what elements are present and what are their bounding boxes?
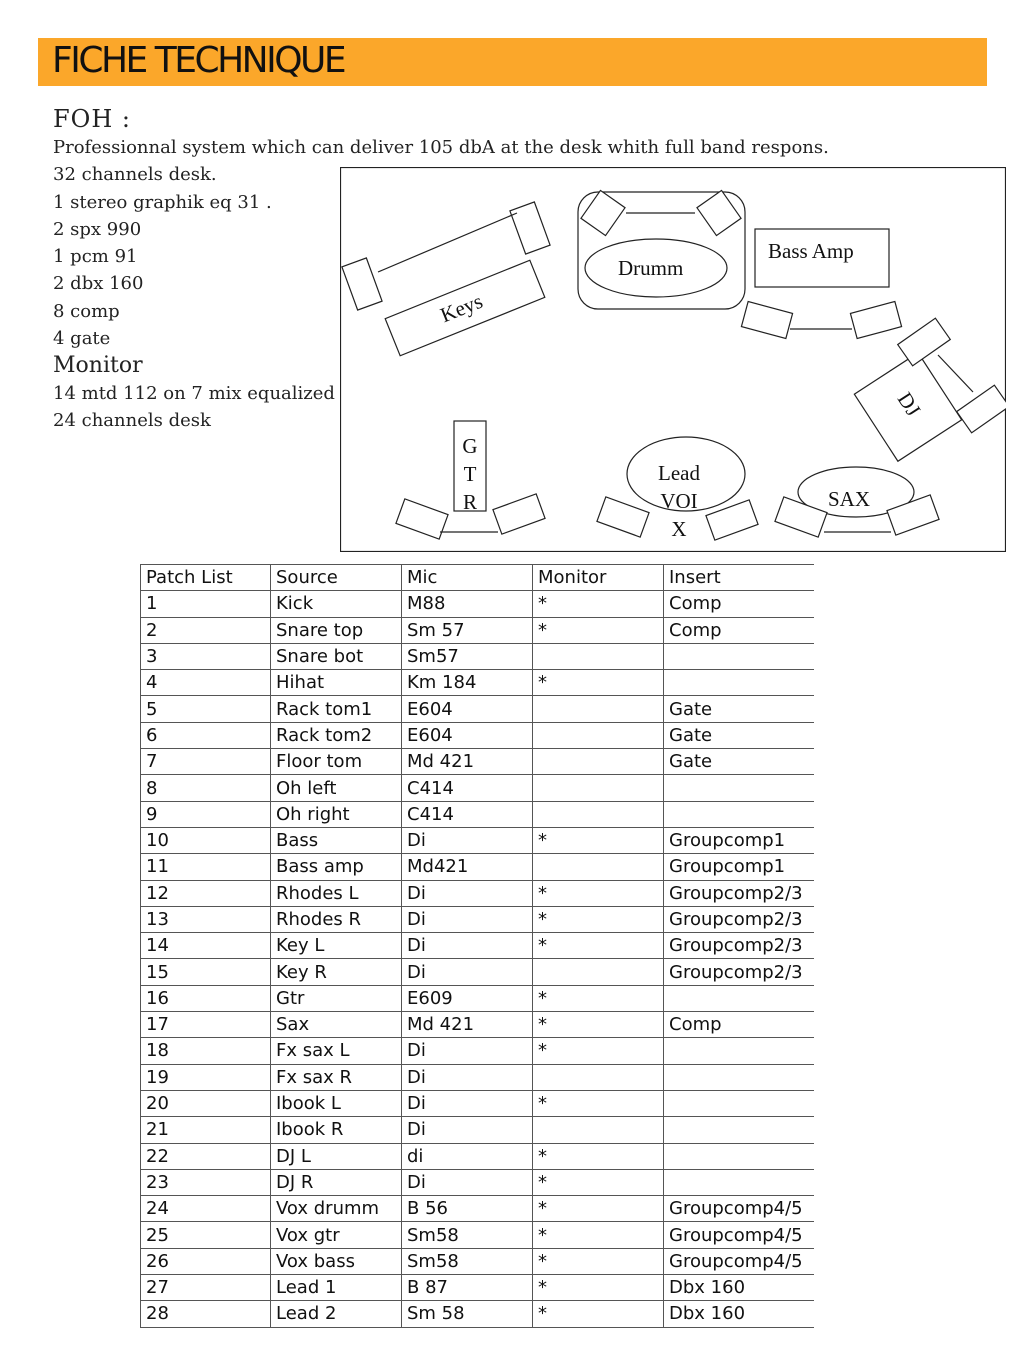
spec-line: 1 stereo graphik eq 31 . xyxy=(53,191,272,213)
cell-patch-number: 18 xyxy=(141,1038,271,1064)
cell-insert: Dbx 160 xyxy=(664,1301,814,1327)
cell-patch-number: 11 xyxy=(141,854,271,880)
table-row xyxy=(141,1012,814,1038)
cell-patch-number: 23 xyxy=(141,1169,271,1195)
keys-label: Keys xyxy=(436,288,486,328)
drums-label: Drumm xyxy=(618,256,684,280)
cell-monitor: * xyxy=(533,1196,664,1222)
cell-source: Rack tom1 xyxy=(271,696,402,722)
cell-insert: Dbx 160 xyxy=(664,1275,814,1301)
cell-source: Hihat xyxy=(271,670,402,696)
cell-source: Rhodes R xyxy=(271,906,402,932)
cell-mic: Sm57 xyxy=(402,643,533,669)
cell-monitor: * xyxy=(533,1169,664,1195)
cell-mic: Di xyxy=(402,906,533,932)
cell-monitor xyxy=(533,801,664,827)
spec-line: 2 spx 990 xyxy=(53,218,142,240)
cell-patch-number: 28 xyxy=(141,1301,271,1327)
cell-source: Fx sax L xyxy=(271,1038,402,1064)
patch-list-table xyxy=(140,564,814,1328)
cell-source: Sax xyxy=(271,1012,402,1038)
cell-insert xyxy=(664,670,814,696)
cell-source: Gtr xyxy=(271,985,402,1011)
cell-insert xyxy=(664,1038,814,1064)
table-row xyxy=(141,1117,814,1143)
table-row xyxy=(141,1169,814,1195)
cell-monitor: * xyxy=(533,617,664,643)
cell-monitor: * xyxy=(533,670,664,696)
cell-mic: M88 xyxy=(402,591,533,617)
cell-insert xyxy=(664,775,814,801)
cell-insert: Groupcomp2/3 xyxy=(664,933,814,959)
cell-patch-number: 19 xyxy=(141,1064,271,1090)
cell-insert: Gate xyxy=(664,696,814,722)
cell-patch-number: 3 xyxy=(141,643,271,669)
cell-source: DJ L xyxy=(271,1143,402,1169)
table-row xyxy=(141,670,814,696)
header-monitor: Monitor xyxy=(533,565,664,591)
cell-monitor xyxy=(533,749,664,775)
cell-mic: Sm58 xyxy=(402,1248,533,1274)
cell-source: Vox drumm xyxy=(271,1196,402,1222)
cell-insert xyxy=(664,1169,814,1195)
table-row xyxy=(141,827,814,853)
cell-patch-number: 8 xyxy=(141,775,271,801)
cell-insert: Groupcomp4/5 xyxy=(664,1196,814,1222)
cell-monitor xyxy=(533,643,664,669)
table-header-row xyxy=(141,565,814,591)
cell-source: Snare bot xyxy=(271,643,402,669)
spec-line: 1 pcm 91 xyxy=(53,246,138,268)
cell-patch-number: 22 xyxy=(141,1143,271,1169)
cell-source: Rhodes L xyxy=(271,880,402,906)
cell-source: Lead 1 xyxy=(271,1275,402,1301)
spec-line: 4 gate xyxy=(53,328,111,350)
cell-mic: Di xyxy=(402,933,533,959)
cell-mic: Md 421 xyxy=(402,749,533,775)
table-row xyxy=(141,933,814,959)
table-row xyxy=(141,1090,814,1116)
cell-monitor: * xyxy=(533,985,664,1011)
cell-source: Bass xyxy=(271,827,402,853)
title-banner xyxy=(38,38,987,86)
cell-insert: Gate xyxy=(664,749,814,775)
cell-mic: B 56 xyxy=(402,1196,533,1222)
cell-patch-number: 15 xyxy=(141,959,271,985)
cell-patch-number: 20 xyxy=(141,1090,271,1116)
gtr-label: G T R xyxy=(462,434,478,514)
cell-patch-number: 14 xyxy=(141,933,271,959)
table-row xyxy=(141,1248,814,1274)
cell-patch-number: 21 xyxy=(141,1117,271,1143)
cell-mic: C414 xyxy=(402,801,533,827)
cell-insert xyxy=(664,1064,814,1090)
cell-patch-number: 13 xyxy=(141,906,271,932)
cell-mic: E604 xyxy=(402,722,533,748)
cell-patch-number: 16 xyxy=(141,985,271,1011)
cell-mic: Di xyxy=(402,1064,533,1090)
cell-monitor: * xyxy=(533,1275,664,1301)
cell-patch-number: 24 xyxy=(141,1196,271,1222)
cell-monitor: * xyxy=(533,933,664,959)
cell-insert: Comp xyxy=(664,1012,814,1038)
cell-monitor: * xyxy=(533,1012,664,1038)
cell-source: Fx sax R xyxy=(271,1064,402,1090)
cell-mic: E609 xyxy=(402,985,533,1011)
cell-mic: Di xyxy=(402,1038,533,1064)
cell-mic: C414 xyxy=(402,775,533,801)
header-insert: Insert xyxy=(664,565,814,591)
header-source: Source xyxy=(271,565,402,591)
cell-insert xyxy=(664,985,814,1011)
header-mic: Mic xyxy=(402,565,533,591)
spec-line: 2 dbx 160 xyxy=(53,273,144,295)
foh-heading: FOH : xyxy=(53,105,131,133)
cell-monitor: * xyxy=(533,906,664,932)
cell-patch-number: 5 xyxy=(141,696,271,722)
cell-source: Ibook L xyxy=(271,1090,402,1116)
cell-insert: Groupcomp4/5 xyxy=(664,1248,814,1274)
cell-monitor: * xyxy=(533,591,664,617)
cell-source: Oh right xyxy=(271,801,402,827)
spec-line: 24 channels desk xyxy=(53,409,211,431)
cell-source: Rack tom2 xyxy=(271,722,402,748)
table-row xyxy=(141,1143,814,1169)
cell-mic: Di xyxy=(402,1117,533,1143)
cell-source: Floor tom xyxy=(271,749,402,775)
table-row xyxy=(141,985,814,1011)
cell-monitor xyxy=(533,696,664,722)
dj-label: DJ xyxy=(892,387,926,421)
table-row xyxy=(141,749,814,775)
table-row xyxy=(141,801,814,827)
cell-mic: Di xyxy=(402,880,533,906)
cell-patch-number: 10 xyxy=(141,827,271,853)
cell-patch-number: 1 xyxy=(141,591,271,617)
table-row xyxy=(141,722,814,748)
table-row xyxy=(141,1275,814,1301)
table-row xyxy=(141,696,814,722)
table-row xyxy=(141,1222,814,1248)
cell-source: Bass amp xyxy=(271,854,402,880)
cell-source: DJ R xyxy=(271,1169,402,1195)
cell-monitor: * xyxy=(533,880,664,906)
spec-line: 8 comp xyxy=(53,300,120,322)
cell-patch-number: 6 xyxy=(141,722,271,748)
table-row xyxy=(141,617,814,643)
cell-mic: B 87 xyxy=(402,1275,533,1301)
cell-insert: Comp xyxy=(664,617,814,643)
cell-monitor xyxy=(533,1064,664,1090)
cell-patch-number: 2 xyxy=(141,617,271,643)
cell-insert: Groupcomp2/3 xyxy=(664,959,814,985)
cell-patch-number: 26 xyxy=(141,1248,271,1274)
cell-insert: Gate xyxy=(664,722,814,748)
cell-patch-number: 17 xyxy=(141,1012,271,1038)
cell-monitor: * xyxy=(533,827,664,853)
spec-line: 14 mtd 112 on 7 mix equalized xyxy=(53,382,335,404)
table-row xyxy=(141,880,814,906)
cell-insert: Groupcomp1 xyxy=(664,827,814,853)
table-row xyxy=(141,1064,814,1090)
cell-monitor: * xyxy=(533,1222,664,1248)
table-row xyxy=(141,1301,814,1327)
cell-insert: Groupcomp4/5 xyxy=(664,1222,814,1248)
monitor-heading: Monitor xyxy=(53,353,143,379)
cell-monitor xyxy=(533,722,664,748)
bass-amp-label: Bass Amp xyxy=(768,239,854,263)
cell-insert xyxy=(664,643,814,669)
cell-source: Lead 2 xyxy=(271,1301,402,1327)
cell-patch-number: 4 xyxy=(141,670,271,696)
table-row xyxy=(141,1038,814,1064)
table-row xyxy=(141,775,814,801)
page-title: FICHE TECHNIQUE xyxy=(52,40,345,81)
cell-patch-number: 7 xyxy=(141,749,271,775)
cell-source: Key R xyxy=(271,959,402,985)
cell-mic: E604 xyxy=(402,696,533,722)
cell-source: Snare top xyxy=(271,617,402,643)
cell-insert: Groupcomp2/3 xyxy=(664,880,814,906)
cell-monitor xyxy=(533,775,664,801)
cell-monitor: * xyxy=(533,1090,664,1116)
spec-line: Professionnal system which can deliver 105 dbA at the desk whith full band respons. xyxy=(53,137,829,158)
cell-mic: Di xyxy=(402,827,533,853)
cell-insert xyxy=(664,801,814,827)
cell-mic: di xyxy=(402,1143,533,1169)
cell-patch-number: 12 xyxy=(141,880,271,906)
table-row xyxy=(141,643,814,669)
cell-source: Vox bass xyxy=(271,1248,402,1274)
sax-label: SAX xyxy=(828,487,871,511)
cell-mic: Md 421 xyxy=(402,1012,533,1038)
cell-source: Oh left xyxy=(271,775,402,801)
cell-monitor xyxy=(533,959,664,985)
cell-insert xyxy=(664,1117,814,1143)
cell-insert: Comp xyxy=(664,591,814,617)
cell-mic: Sm 58 xyxy=(402,1301,533,1327)
cell-monitor: * xyxy=(533,1301,664,1327)
table-row xyxy=(141,854,814,880)
cell-source: Ibook R xyxy=(271,1117,402,1143)
cell-patch-number: 27 xyxy=(141,1275,271,1301)
cell-insert: Groupcomp2/3 xyxy=(664,906,814,932)
cell-monitor: * xyxy=(533,1248,664,1274)
cell-monitor xyxy=(533,854,664,880)
spec-line: 32 channels desk. xyxy=(53,164,217,186)
cell-patch-number: 25 xyxy=(141,1222,271,1248)
table-row xyxy=(141,591,814,617)
cell-mic: Km 184 xyxy=(402,670,533,696)
lead-vox-label: Lead VOI X xyxy=(658,461,700,541)
cell-mic: Di xyxy=(402,959,533,985)
cell-insert xyxy=(664,1090,814,1116)
cell-insert: Groupcomp1 xyxy=(664,854,814,880)
header-patch-number: Patch List xyxy=(141,565,271,591)
cell-mic: Di xyxy=(402,1169,533,1195)
cell-source: Key L xyxy=(271,933,402,959)
cell-source: Vox gtr xyxy=(271,1222,402,1248)
table-row xyxy=(141,906,814,932)
cell-patch-number: 9 xyxy=(141,801,271,827)
table-row xyxy=(141,1196,814,1222)
cell-monitor: * xyxy=(533,1143,664,1169)
cell-source: Kick xyxy=(271,591,402,617)
cell-mic: Sm58 xyxy=(402,1222,533,1248)
cell-mic: Sm 57 xyxy=(402,617,533,643)
cell-insert xyxy=(664,1143,814,1169)
cell-monitor xyxy=(533,1117,664,1143)
table-row xyxy=(141,959,814,985)
stage-plot xyxy=(340,167,1006,552)
cell-mic: Md421 xyxy=(402,854,533,880)
cell-mic: Di xyxy=(402,1090,533,1116)
cell-monitor: * xyxy=(533,1038,664,1064)
